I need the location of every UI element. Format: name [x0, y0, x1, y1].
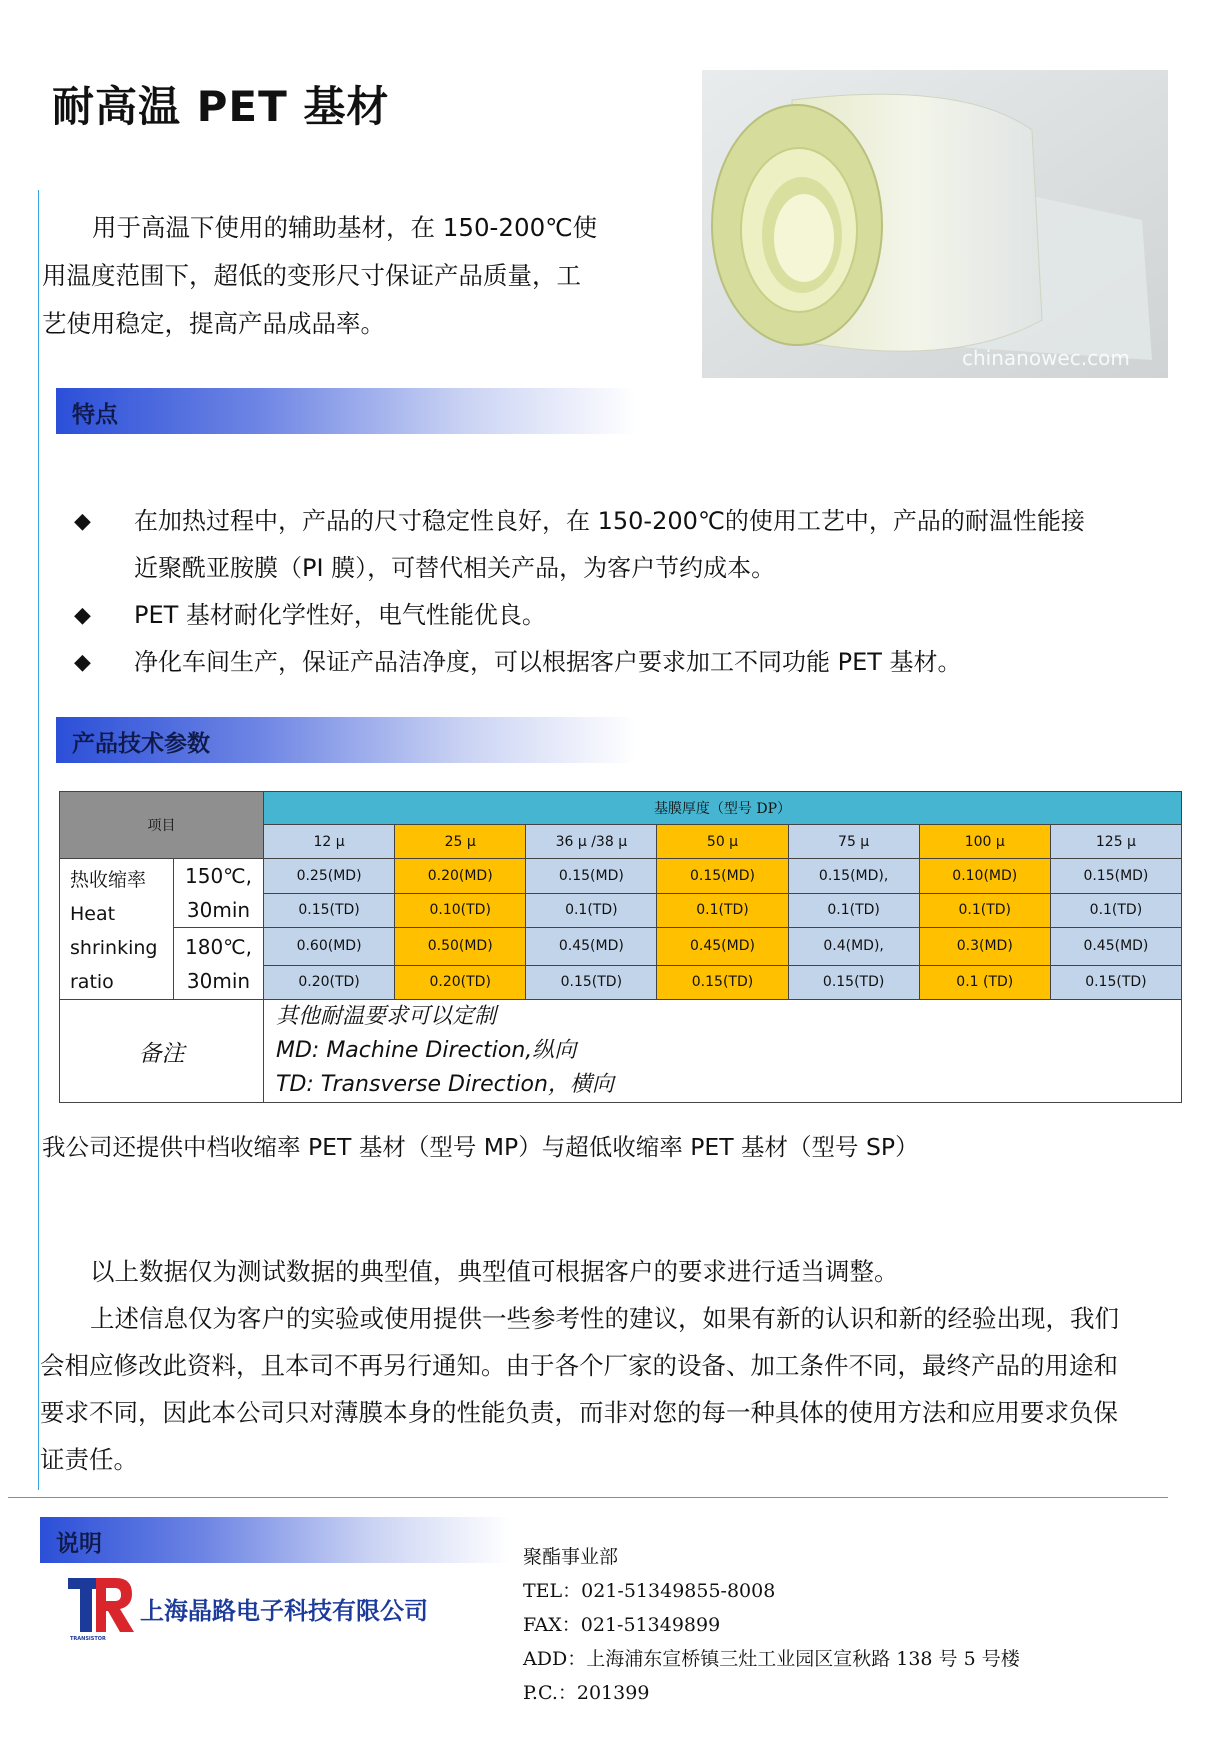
table-cell: 0.3(MD) [919, 928, 1050, 966]
table-cell: 0.25(MD) [264, 859, 395, 894]
product-photo [702, 70, 1168, 378]
feature-list [70, 498, 1170, 686]
page-title: 耐高温 PET 基材 [52, 82, 390, 131]
table-cell: 0.15(TD) [526, 965, 657, 1000]
thickness-header: 125 µ [1050, 825, 1181, 859]
company-name: 上海晶路电子科技有限公司 [140, 1597, 428, 1625]
table-cell: 0.15(MD) [526, 859, 657, 894]
spec-table [59, 791, 1182, 1103]
table-cell: 0.45(MD) [526, 928, 657, 966]
thickness-header: 12 µ [264, 825, 395, 859]
remark-text: 其他耐温要求可以定制 MD: Machine Direction,纵向 TD: Transverse Direction，横向 [264, 1000, 1182, 1103]
table-cell: 0.45(MD) [1050, 928, 1181, 966]
svg-text:chinanowec.com: chinanowec.com [962, 346, 1130, 370]
disclaimer-line: 要求不同，因此本公司只对薄膜本身的性能负责，而非对您的每一种具体的使用方法和应用要求负保 [40, 1398, 1118, 1427]
thickness-header: 50 µ [657, 825, 788, 859]
feature-item: ◆ PET 基材耐化学性好，电气性能优良。 [70, 592, 1170, 639]
other-products-note: 我公司还提供中档收缩率 PET 基材（型号 MP）与超低收缩率 PET 基材（型号 SP） [42, 1133, 919, 1161]
contact-postcode: P.C.：201399 [523, 1682, 650, 1704]
remark-label: 备注 [60, 1000, 264, 1103]
condition-label: 150℃, 30min [174, 859, 264, 928]
diamond-bullet-icon: ◆ [74, 650, 91, 675]
table-cell: 0.1(TD) [788, 893, 919, 928]
left-accent-line [38, 190, 39, 1490]
intro-paragraph [42, 204, 622, 348]
row-label-shrinkage: 热收缩率 Heat shrinking ratio [60, 859, 174, 1000]
table-header-thickness: 基膜厚度（型号 DP） [264, 792, 1182, 825]
table-cell: 0.45(MD) [657, 928, 788, 966]
intro-line: 艺使用稳定，提高产品成品率。 [42, 309, 385, 338]
thickness-header: 100 µ [919, 825, 1050, 859]
table-cell: 0.15(TD) [657, 965, 788, 1000]
company-brand [68, 1574, 468, 1644]
table-cell: 0.20(TD) [395, 965, 526, 1000]
contact-fax: FAX：021-51349899 [523, 1614, 721, 1636]
intro-line: 用于高温下使用的辅助基材，在 150-200℃使 [92, 213, 598, 242]
table-cell: 0.15(MD), [788, 859, 919, 894]
table-cell: 0.1(TD) [657, 893, 788, 928]
table-cell: 0.1(TD) [526, 893, 657, 928]
table-cell: 0.1(TD) [919, 893, 1050, 928]
table-cell: 0.4(MD), [788, 928, 919, 966]
thickness-header: 25 µ [395, 825, 526, 859]
table-cell: 0.15(MD) [1050, 859, 1181, 894]
intro-line: 用温度范围下，超低的变形尺寸保证产品质量，工 [42, 261, 581, 290]
section-header-explain [40, 1517, 510, 1563]
feature-item: ◆ 净化车间生产，保证产品洁净度，可以根据客户要求加工不同功能 PET 基材。 [70, 639, 1170, 686]
company-logo [68, 1574, 468, 1644]
table-cell: 0.20(TD) [264, 965, 395, 1000]
contact-block [523, 1540, 1020, 1710]
contact-address: ADD：上海浦东宣桥镇三灶工业园区宣秋路 138 号 5 号楼 [523, 1648, 1020, 1670]
section-title: 说明 [56, 1531, 102, 1557]
table-cell: 0.15(TD) [264, 893, 395, 928]
disclaimer-line: 上述信息仅为客户的实验或使用提供一些参考性的建议，如果有新的认识和新的经验出现，我们 [90, 1304, 1119, 1333]
condition-label: 180℃, 30min [174, 928, 264, 1000]
section-title: 产品技术参数 [72, 731, 210, 757]
table-cell: 0.60(MD) [264, 928, 395, 966]
diamond-bullet-icon: ◆ [74, 509, 91, 534]
table-cell: 0.1 (TD) [919, 965, 1050, 1000]
thickness-header: 75 µ [788, 825, 919, 859]
table-cell: 0.10(TD) [395, 893, 526, 928]
section-header-features [56, 388, 636, 434]
table-cell: 0.1(TD) [1050, 893, 1181, 928]
table-cell: 0.10(MD) [919, 859, 1050, 894]
section-title: 特点 [72, 402, 118, 428]
disclaimer-line: 以上数据仅为测试数据的典型值，典型值可根据客户的要求进行适当调整。 [90, 1257, 899, 1286]
feature-item: ◆ 在加热过程中，产品的尺寸稳定性良好，在 150-200℃的使用工艺中，产品的耐温性能接 近聚酰亚胺膜（PI 膜），可替代相关产品，为客户节约成本。 [70, 498, 1170, 592]
footer-divider [8, 1497, 1168, 1498]
table-cell: 0.50(MD) [395, 928, 526, 966]
thickness-header: 36 µ /38 µ [526, 825, 657, 859]
contact-tel: TEL：021-51349855-8008 [523, 1580, 776, 1602]
table-cell: 0.15(TD) [788, 965, 919, 1000]
disclaimer [40, 1248, 1175, 1483]
disclaimer-line: 会相应修改此资料，且本司不再另行通知。由于各个厂家的设备、加工条件不同，最终产品的用途和 [40, 1351, 1118, 1380]
section-header-params [56, 717, 636, 763]
disclaimer-line: 证责任。 [40, 1445, 138, 1474]
diamond-bullet-icon: ◆ [74, 603, 91, 628]
table-cell: 0.20(MD) [395, 859, 526, 894]
table-cell: 0.15(TD) [1050, 965, 1181, 1000]
svg-text:TRANSISTOR: TRANSISTOR [70, 1636, 106, 1642]
contact-dept: 聚酯事业部 [523, 1546, 619, 1568]
table-cell: 0.15(MD) [657, 859, 788, 894]
table-header-item: 项目 [60, 792, 264, 859]
